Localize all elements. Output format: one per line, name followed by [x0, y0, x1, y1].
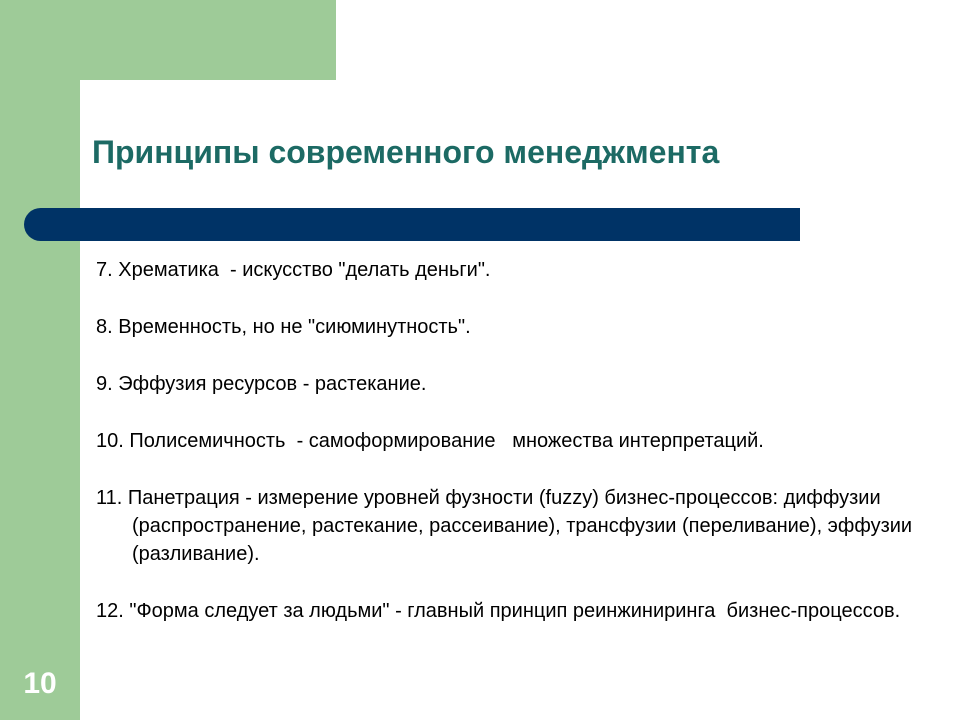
slide-number: 10: [23, 667, 57, 700]
green-band-top: [0, 0, 336, 80]
list-item: 8. Временность, но не "сиюминутность".: [96, 316, 471, 338]
principles-list: [96, 256, 946, 625]
slide-title: Принципы современного менеджмента: [92, 134, 720, 170]
list-item: 10. Полисемичность - самоформирование множества интерпретаций.: [96, 430, 764, 452]
green-band-left: [0, 0, 80, 720]
list-item: 12. "Форма следует за людьми" - главный принцип реинжиниринга бизнес-процессов.: [96, 600, 901, 622]
list-item: 11. Панетрация - измерение уровней фузности (fuzzy) бизнес-процессов: диффузии (распространение, растекание, рассеивание), трансфузии (переливание), эффузии (разливание).: [96, 487, 918, 565]
title-underline-bar: [24, 208, 800, 241]
list-item: 9. Эффузия ресурсов - растекание.: [96, 373, 427, 395]
list-item: 7. Хрематика - искусство "делать деньги".: [96, 259, 491, 281]
